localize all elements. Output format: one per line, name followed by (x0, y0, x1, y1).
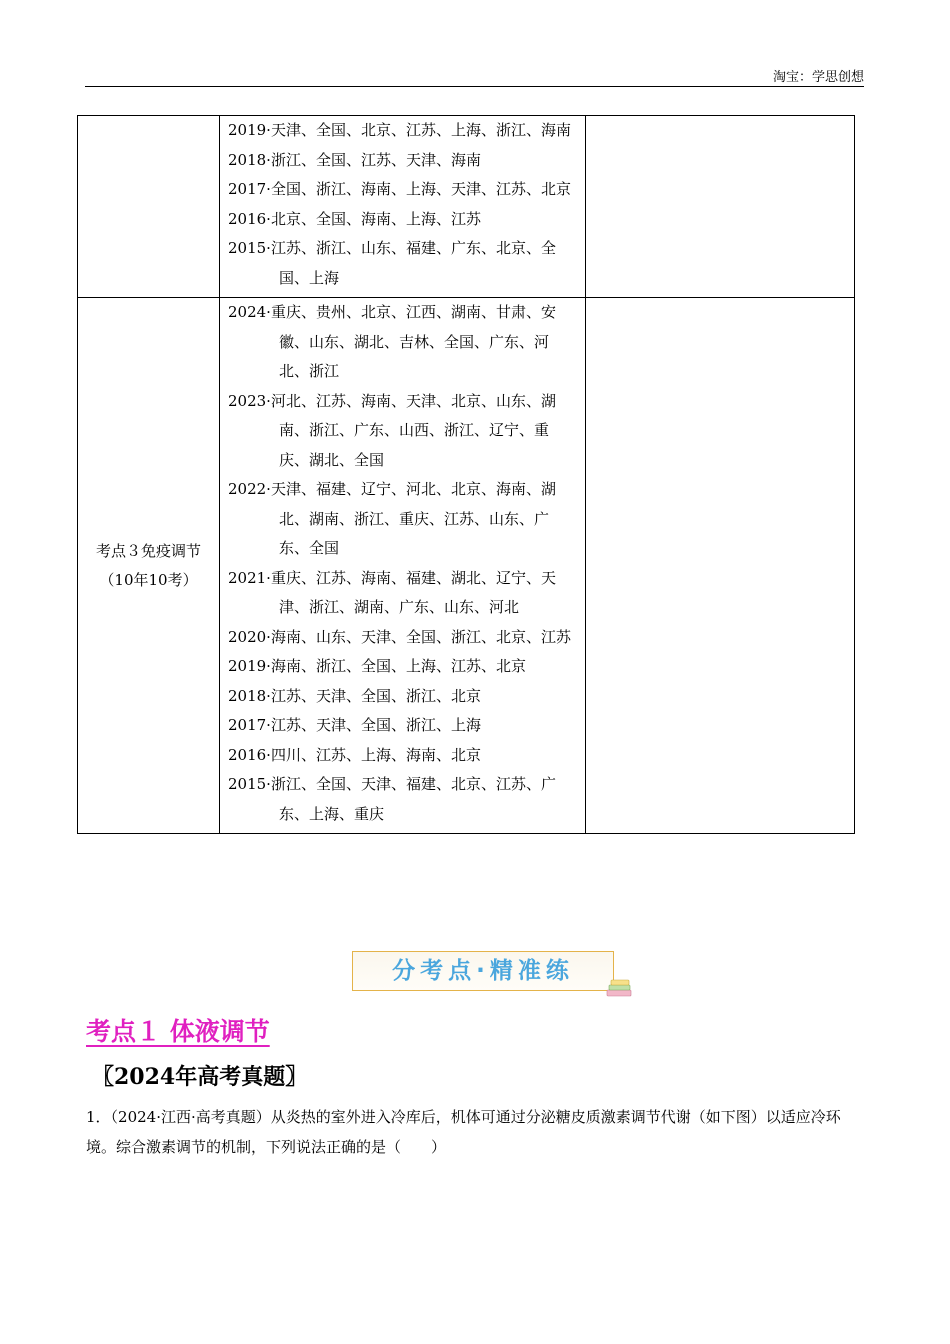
row1-year-list (220, 116, 585, 297)
question-text: 1．（2024·江西·高考真题）从炎热的室外进入冷库后，机体可通过分泌糖皮质激素调节代谢（如下图）以适应冷环境。综合激素调节的机制，下列说法正确的是（ ） (86, 1108, 841, 1156)
list-item: 2020·海南、山东、天津、全国、浙江、北京、江苏 (228, 627, 571, 646)
books-icon (604, 978, 634, 998)
list-item: 2023·河北、江苏、海南、天津、北京、山东、湖南、浙江、广东、山西、浙江、辽宁、重庆、湖北、全国 (228, 391, 556, 469)
list-item: 2018·江苏、天津、全国、浙江、北京 (228, 686, 481, 705)
section-title: 考点１ 体液调节 (86, 1017, 270, 1046)
list-item: 2016·北京、全国、海南、上海、江苏 (228, 209, 481, 228)
list-item: 2015·江苏、浙江、山东、福建、广东、北京、全国、上海 (228, 239, 556, 287)
section-banner (352, 951, 614, 991)
list-item: 2021·重庆、江苏、海南、福建、湖北、辽宁、天津、浙江、湖南、广东、山东、河北 (228, 568, 556, 616)
list-item: 2016·四川、江苏、上海、海南、北京 (228, 745, 481, 764)
exam-point-label: 考点３免疫调节（10年10考） (95, 541, 201, 589)
table-row (78, 116, 855, 298)
list-item: 2015·浙江、全国、天津、福建、北京、江苏、广东、上海、重庆 (228, 775, 556, 823)
header-text: 淘宝：学思创想 (772, 70, 864, 85)
row2-empty-cell (586, 298, 855, 834)
row1-empty-cell (586, 116, 855, 298)
row2-years-cell (220, 298, 586, 834)
row2-label-cell (78, 298, 220, 834)
row1-label-cell (78, 116, 220, 298)
list-item: 2022·天津、福建、辽宁、河北、北京、海南、湖北、湖南、浙江、重庆、江苏、山东、广东、全国 (228, 480, 556, 557)
list-item: 2017·全国、浙江、海南、上海、天津、江苏、北京 (228, 180, 571, 198)
list-item: 2019·海南、浙江、全国、上海、江苏、北京 (228, 657, 526, 675)
row1-years-cell (220, 116, 586, 298)
list-item: 2024·重庆、贵州、北京、江西、湖南、甘肃、安徽、山东、湖北、吉林、全国、广东、河北、浙江 (228, 303, 556, 380)
exam-point-table (77, 115, 855, 834)
section-subtitle: 〖2024年高考真题〗 (92, 1064, 308, 1090)
row2-year-list (220, 298, 585, 833)
page-header (85, 62, 864, 87)
list-item: 2019·天津、全国、北京、江苏、上海、浙江、海南 (228, 121, 571, 139)
table-row (78, 298, 855, 834)
list-item: 2017·江苏、天津、全国、浙江、上海 (228, 716, 481, 734)
banner-text: 分考点·精准练 (392, 958, 574, 984)
list-item: 2018·浙江、全国、江苏、天津、海南 (228, 150, 481, 169)
